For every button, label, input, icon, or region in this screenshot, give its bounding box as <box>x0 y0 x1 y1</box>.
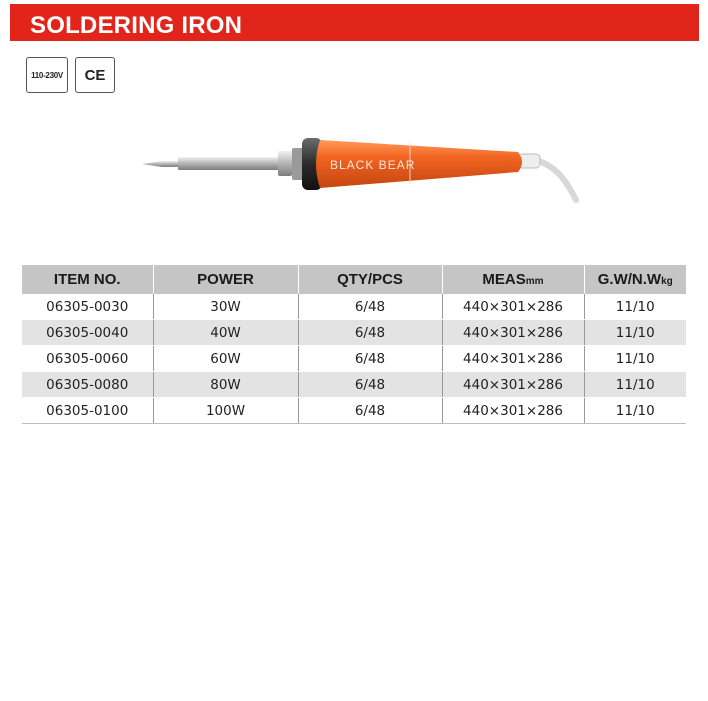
ce-mark-badge: CE <box>75 57 115 93</box>
cell-qty: 6/48 <box>298 398 442 424</box>
page-title: SOLDERING IRON <box>30 12 243 39</box>
col-header-qty: QTY/PCS <box>298 265 442 294</box>
spec-table <box>22 265 686 424</box>
cell-power: 80W <box>153 372 298 398</box>
cell-qty: 6/48 <box>298 320 442 346</box>
collar-nut <box>278 151 292 176</box>
cell-weight: 11/10 <box>584 372 686 398</box>
table-row <box>22 346 686 372</box>
cell-meas: 440×301×286 <box>442 320 584 346</box>
soldering-iron-image <box>140 128 580 208</box>
title-banner <box>10 4 699 41</box>
cell-item-no: 06305-0030 <box>22 294 153 320</box>
cell-power: 60W <box>153 346 298 372</box>
cell-meas: 440×301×286 <box>442 294 584 320</box>
cell-item-no: 06305-0040 <box>22 320 153 346</box>
cell-qty: 6/48 <box>298 346 442 372</box>
cell-meas: 440×301×286 <box>442 346 584 372</box>
voltage-badge: 110-230V <box>26 57 68 93</box>
cell-item-no: 06305-0100 <box>22 398 153 424</box>
table-header-row <box>22 265 686 294</box>
cell-meas: 440×301×286 <box>442 398 584 424</box>
col-header-item-no: ITEM NO. <box>22 265 153 294</box>
table-row <box>22 398 686 424</box>
cell-power: 40W <box>153 320 298 346</box>
cell-item-no: 06305-0060 <box>22 346 153 372</box>
col-header-weight: G.W/N.Wkg <box>584 265 686 294</box>
col-header-meas: MEASmm <box>442 265 584 294</box>
cell-weight: 11/10 <box>584 294 686 320</box>
cell-power: 30W <box>153 294 298 320</box>
cell-power: 100W <box>153 398 298 424</box>
table-row <box>22 320 686 346</box>
col-header-power: POWER <box>153 265 298 294</box>
weight-unit: kg <box>661 276 673 287</box>
cell-qty: 6/48 <box>298 372 442 398</box>
cell-weight: 11/10 <box>584 320 686 346</box>
cell-meas: 440×301×286 <box>442 372 584 398</box>
meas-unit: mm <box>525 276 544 287</box>
cell-weight: 11/10 <box>584 398 686 424</box>
metal-barrel <box>178 157 278 170</box>
cell-qty: 6/48 <box>298 294 442 320</box>
table-row <box>22 372 686 398</box>
cell-item-no: 06305-0080 <box>22 372 153 398</box>
cell-weight: 11/10 <box>584 346 686 372</box>
soldering-tip <box>142 161 178 167</box>
brand-logo-text: BLACK BEAR <box>330 158 416 172</box>
table-row <box>22 294 686 320</box>
